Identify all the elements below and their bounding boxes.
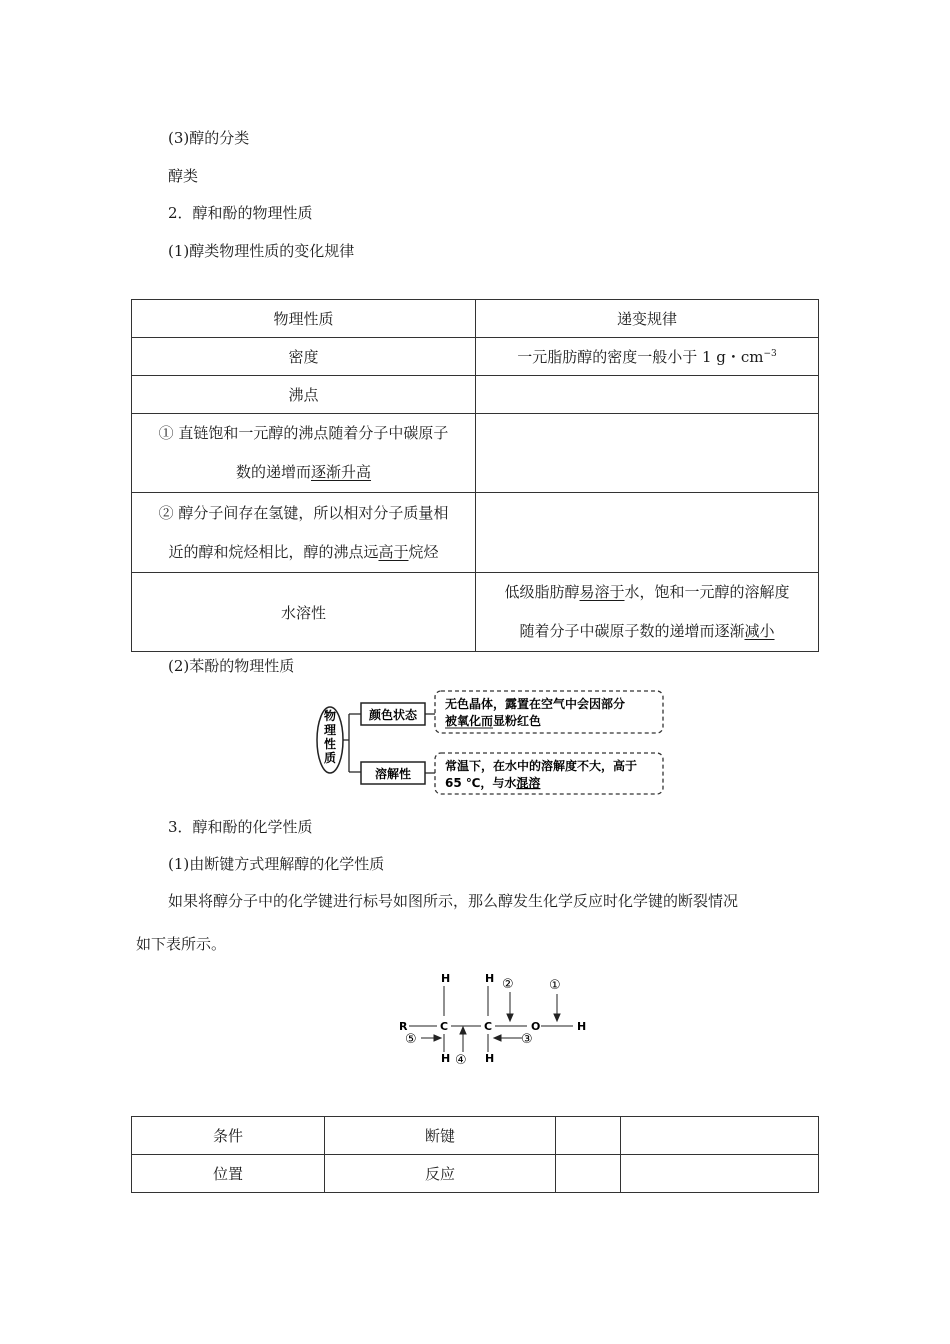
table-cell [476, 414, 819, 493]
boiling-point-rule-2b: 近的醇和烷烃相比，醇的沸点远 [168, 542, 379, 561]
color-state-detail-1: 无色晶体，露置在空气中会因部分 [445, 697, 626, 711]
center-char-2: 理 [323, 723, 337, 737]
solubility-label: 溶解性 [374, 767, 412, 781]
boiling-point-rule-1b: 数的递增而 [235, 463, 311, 481]
heading-chemical-properties: 3．醇和酚的化学性质 [168, 818, 313, 836]
table-row [132, 573, 819, 652]
heading-alcohol-classification: (3)醇的分类 [168, 129, 250, 147]
table-cell: 水溶性 [132, 573, 476, 652]
table-cell: 反应 [325, 1155, 556, 1193]
atom-c1: C [440, 1020, 449, 1033]
table-cell [476, 573, 819, 652]
atom-o: O [531, 1020, 541, 1033]
answer-underline: 高于 [378, 542, 409, 561]
table-cell: 沸点 [132, 376, 476, 414]
table-cell [556, 1117, 621, 1155]
table-cell [621, 1117, 819, 1155]
heading-phenol-physical: (2)苯酚的物理性质 [168, 657, 295, 675]
answer-underline: 减小 [744, 622, 775, 640]
table-cell [476, 338, 819, 376]
table-row [132, 1117, 819, 1155]
heading-alcohol-physical-trends: (1)醇类物理性质的变化规律 [168, 242, 355, 260]
bond-breaking-table [131, 1116, 819, 1193]
bond-label-2: ② [502, 977, 514, 992]
heading-physical-properties: 2．醇和酚的物理性质 [168, 204, 313, 222]
answer-underline: 易溶于 [579, 583, 625, 601]
table-cell: 位置 [132, 1155, 325, 1193]
center-char-3: 性 [323, 737, 337, 751]
table-header-cell: 物理性质 [132, 300, 476, 338]
table-row [132, 376, 819, 414]
paragraph-line-1: 如果将醇分子中的化学键进行标号如图所示，那么醇发生化学反应时化学键的断裂情况 [168, 892, 739, 910]
heading-bond-breaking: (1)由断键方式理解醇的化学性质 [168, 855, 385, 873]
table-header-cell: 断键 [325, 1117, 556, 1155]
atom-h-c2-bottom: H [485, 1052, 495, 1065]
boiling-point-rule-2: ② 醇分子间存在氢键，所以相对分子质量相 [158, 503, 449, 522]
atom-r: R [399, 1020, 408, 1033]
connector-bracket [343, 714, 361, 772]
atom-h-c2-top: H [485, 972, 495, 985]
table-row [132, 493, 819, 573]
table-cell [621, 1155, 819, 1193]
alcohol-properties-table [131, 299, 819, 652]
alcohol-bond-diagram [395, 968, 595, 1068]
bond-label-5: ⑤ [405, 1032, 417, 1047]
atom-h-c1-bottom: H [441, 1052, 451, 1065]
center-char-4: 质 [323, 751, 337, 765]
bond-label-3: ③ [521, 1032, 533, 1047]
solubility-text-a: 低级脂肪醇 [504, 583, 580, 601]
table-header-cell: 条件 [132, 1117, 325, 1155]
boiling-point-rule-2c: 烷烃 [408, 542, 439, 561]
density-text: 一元脂肪醇的密度一般小于 1 g・cm [517, 348, 764, 366]
solubility-detail-1: 常温下，在水中的溶解度不大，高于 [445, 759, 638, 773]
solubility-text-b: 水，饱和一元醇的溶解度 [624, 583, 790, 601]
label-alcohols: 醇类 [168, 167, 199, 185]
center-char-1: 物 [323, 709, 337, 723]
bond-lines [409, 986, 573, 1052]
color-state-detail-2: 被氧化而显粉红色 [445, 714, 542, 728]
atom-c2: C [484, 1020, 493, 1033]
bond-label-4: ④ [455, 1053, 467, 1068]
table-row [132, 338, 819, 376]
atom-h-c1-top: H [441, 972, 451, 985]
color-state-label: 颜色状态 [368, 708, 418, 722]
bond-label-1: ① [549, 978, 561, 993]
table-cell [556, 1155, 621, 1193]
table-cell [132, 493, 476, 573]
boiling-point-rule-1: ① 直链饱和一元醇的沸点随着分子中碳原子 [158, 424, 449, 442]
paragraph-line-2: 如下表所示。 [136, 935, 227, 953]
answer-underline: 逐渐升高 [311, 463, 372, 481]
table-row [132, 1155, 819, 1193]
table-cell [476, 376, 819, 414]
atom-h-hydroxyl: H [577, 1020, 587, 1033]
table-row [132, 300, 819, 338]
table-row [132, 414, 819, 493]
table-cell [476, 493, 819, 573]
density-unit-superscript: −3 [763, 349, 777, 359]
table-cell [132, 414, 476, 493]
table-header-cell: 递变规律 [476, 300, 819, 338]
answer-underline: 混溶 [516, 776, 541, 790]
solubility-detail-2a: 65 ℃，与水 [445, 776, 517, 790]
solubility-detail-2 [445, 775, 540, 790]
table-cell: 密度 [132, 338, 476, 376]
phenol-properties-diagram [315, 686, 667, 798]
solubility-text-c: 随着分子中碳原子数的递增而逐渐 [519, 622, 745, 640]
